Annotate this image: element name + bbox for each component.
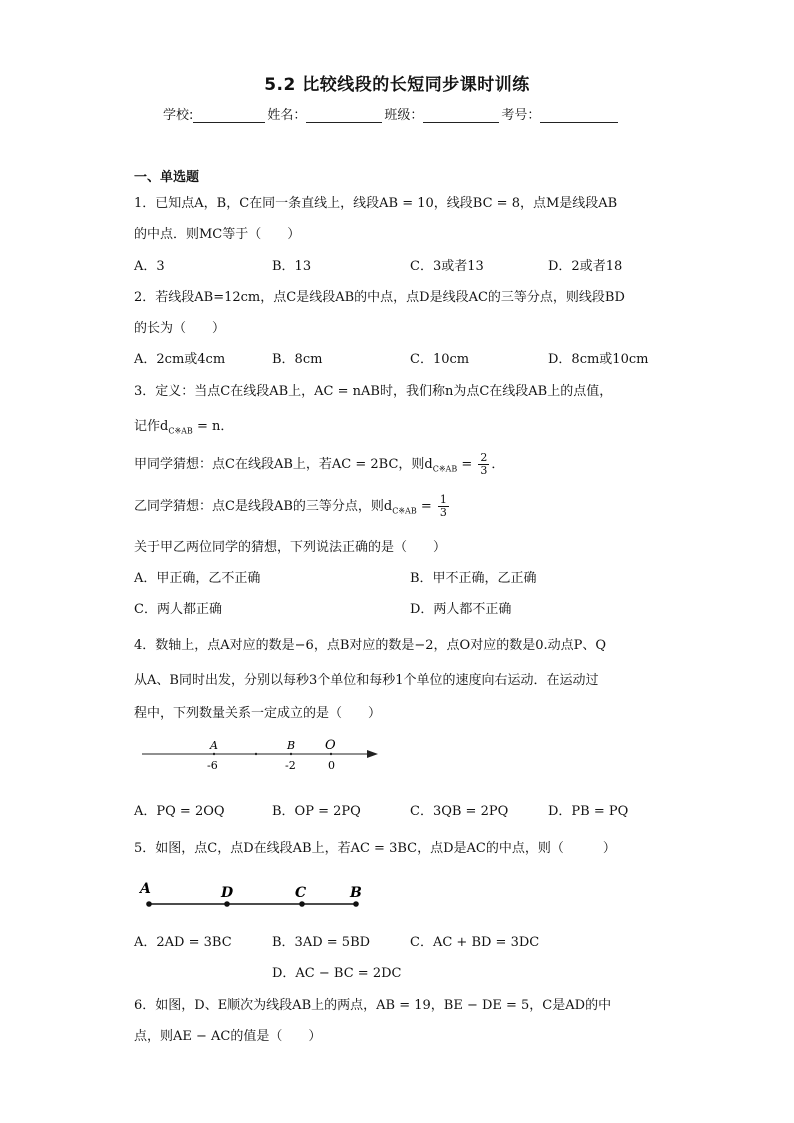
q2-stem-line2: 的长为（ ）	[134, 321, 226, 336]
q2-option-b[interactable]: B．8cm	[272, 352, 323, 367]
q4-option-c[interactable]: C．3QB = 2PQ	[410, 804, 509, 819]
exam-number-blank[interactable]	[540, 108, 618, 123]
q5-option-d[interactable]: D．AC − BC = 2DC	[272, 966, 402, 981]
q3-yi-sub: C※AB	[392, 506, 417, 516]
name-blank[interactable]	[306, 108, 382, 123]
q3-option-b[interactable]: B．甲不正确，乙正确	[410, 571, 537, 586]
number-neg6: -6	[207, 759, 218, 772]
q3-yi-prefix: 乙同学猜想：点C是线段AB的三等分点，则d	[134, 499, 393, 514]
q3-yi-line	[134, 494, 451, 519]
q2-stem-line1: 2．若线段AB=12cm，点C是线段AB的中点，点D是线段AC的三等分点，则线段BD	[134, 290, 625, 305]
q3-def-sub: C※AB	[168, 426, 193, 436]
q3-yi-fraction	[438, 494, 449, 519]
q3-jia-fraction	[478, 452, 489, 477]
student-info-row	[163, 104, 618, 123]
label-o: O	[325, 738, 336, 753]
q3-option-a[interactable]: A．甲正确，乙不正确	[134, 571, 261, 586]
q1-option-a[interactable]: A．3	[134, 259, 165, 274]
class-blank[interactable]	[423, 108, 499, 123]
q2-option-a[interactable]: A．2cm或4cm	[134, 352, 226, 367]
q5-option-a[interactable]: A．2AD = 3BC	[134, 935, 232, 950]
q4-option-a[interactable]: A．PQ = 2OQ	[134, 804, 225, 819]
point-b-dot	[290, 753, 292, 755]
point-d-dot	[224, 901, 230, 907]
q3-jia-eq: =	[457, 457, 477, 472]
school-blank[interactable]	[193, 108, 265, 123]
q4-number-line-figure	[134, 732, 384, 776]
q1-option-c[interactable]: C．3或者13	[410, 259, 484, 274]
q3-yi-num: 1	[439, 493, 447, 506]
section-title: 一、单选题	[134, 170, 200, 185]
q3-stem-line1: 3．定义：当点C在线段AB上，AC = nAB时，我们称n为点C在线段AB上的点值，	[134, 384, 613, 399]
point-c-dot	[299, 901, 305, 907]
q3-def-suffix: = n．	[192, 419, 234, 434]
q2-option-d[interactable]: D．8cm或10cm	[548, 352, 649, 367]
q3-jia-sub: C※AB	[432, 464, 458, 474]
point-b-dot	[353, 901, 359, 907]
school-label: 学校:	[163, 108, 194, 123]
q1-option-b[interactable]: B．13	[272, 259, 312, 274]
q3-def-prefix: 记作d	[134, 419, 169, 434]
point-a-dot	[146, 901, 152, 907]
q3-option-d[interactable]: D．两人都不正确	[410, 602, 512, 617]
point-a-dot	[213, 753, 215, 755]
q3-stem-question: 关于甲乙两位同学的猜想，下列说法正确的是（ ）	[134, 540, 447, 555]
tick-mark-dot	[255, 753, 257, 755]
q4-option-b[interactable]: B．OP = 2PQ	[272, 804, 361, 819]
name-label: 姓名：	[267, 108, 307, 123]
q2-option-c[interactable]: C．10cm	[410, 352, 470, 367]
q3-definition-line	[134, 415, 233, 436]
q1-stem-line2: 的中点．则MC等于（ ）	[134, 227, 301, 242]
point-o-dot	[330, 753, 332, 755]
q6-stem-line2: 点，则AE − AC的值是（ ）	[134, 1029, 322, 1044]
q1-option-d[interactable]: D．2或者18	[548, 259, 623, 274]
label-b: B	[287, 739, 296, 752]
q3-jia-num: 2	[480, 451, 488, 464]
class-label: 班级：	[384, 108, 424, 123]
q3-option-c[interactable]: C．两人都正确	[134, 602, 222, 617]
q5-segment-figure	[134, 878, 374, 914]
q5-option-c[interactable]: C．AC + BD = 3DC	[410, 935, 540, 950]
label-d: D	[221, 885, 234, 901]
exam-number-label: 考号：	[501, 108, 541, 123]
q5-option-b[interactable]: B．3AD = 5BD	[272, 935, 371, 950]
label-a: A	[210, 739, 218, 752]
q3-yi-den: 3	[439, 506, 447, 519]
q4-stem-line3: 程中，下列数量关系一定成立的是（ ）	[134, 706, 382, 721]
q4-option-d[interactable]: D．PB = PQ	[548, 804, 629, 819]
q6-stem-line1: 6．如图，D、E顺次为线段AB上的两点，AB = 19，BE − DE = 5，C是AD的中	[134, 998, 612, 1013]
q4-stem-line2: 从A、B同时出发，分别以每秒3个单位和每秒1个单位的速度向右运动．在运动过	[134, 673, 599, 688]
page-title: 5.2 比较线段的长短同步课时训练	[264, 75, 530, 95]
label-c: C	[295, 885, 307, 901]
q3-jia-line	[134, 452, 504, 477]
label-a: A	[140, 881, 151, 897]
q4-stem-line1: 4．数轴上，点A对应的数是−6，点B对应的数是−2，点O对应的数是0.动点P、Q	[134, 638, 607, 653]
q3-jia-prefix: 甲同学猜想：点C在线段AB上，若AC = 2BC，则d	[134, 457, 433, 472]
q5-stem-line1: 5．如图，点C，点D在线段AB上，若AC = 3BC，点D是AC的中点，则（ ）	[134, 841, 616, 856]
number-zero: 0	[328, 759, 335, 772]
number-neg2: -2	[285, 759, 296, 772]
q3-yi-eq: =	[416, 499, 436, 514]
label-b: B	[350, 885, 362, 901]
q1-stem-line1: 1．已知点A，B，C在同一条直线上，线段AB = 10，线段BC = 8，点M是线段AB	[134, 196, 618, 211]
q3-jia-end: ．	[491, 457, 505, 472]
q3-jia-den: 3	[480, 464, 488, 477]
number-line-arrow-icon	[367, 750, 378, 758]
